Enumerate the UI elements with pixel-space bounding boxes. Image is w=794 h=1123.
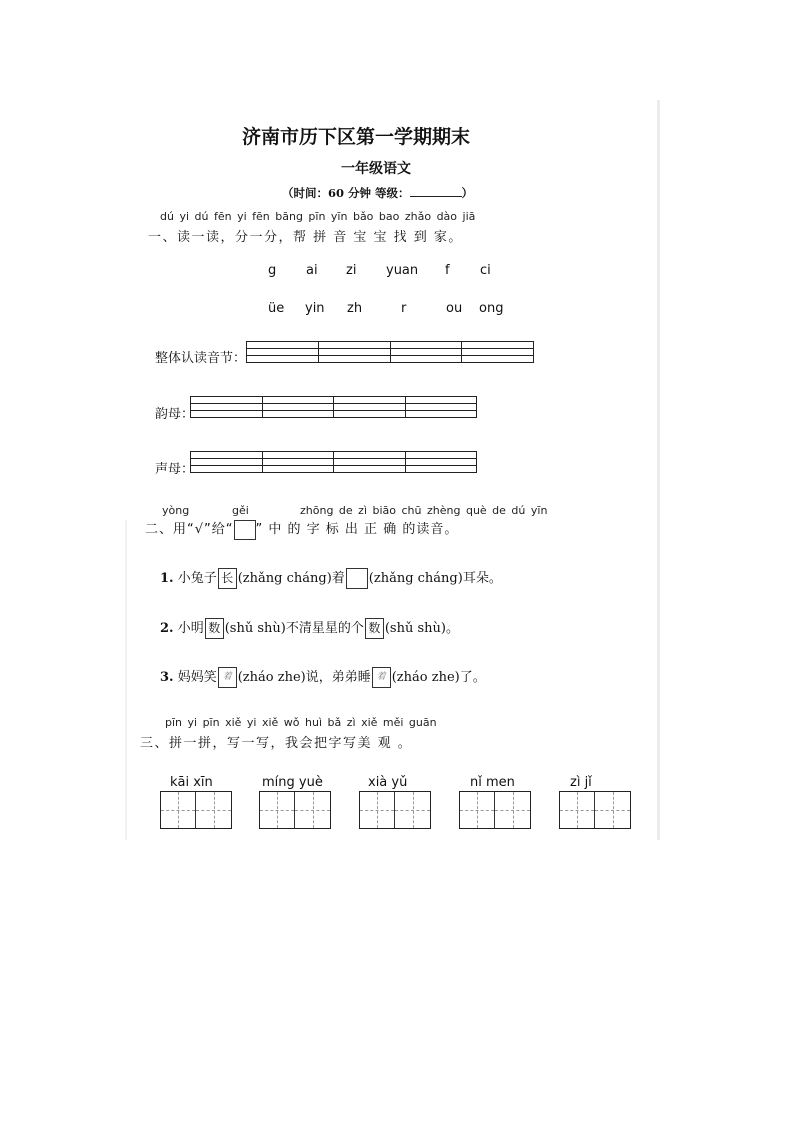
exam-info-end: ） [461,186,474,200]
writing-grid[interactable] [160,791,232,829]
q1-instruction: 一、读一读，分一分，帮 拼 音 宝 宝 找 到 家。 [148,230,463,245]
q2-item-1 [160,567,502,589]
scan-edge-left [125,520,127,840]
item-pinyin-choice[interactable]: (zhǎng cháng)着 [237,571,345,586]
grid-cell[interactable] [495,792,530,828]
item-pinyin-choice[interactable]: (zháo zhe)说，弟弟睡 [237,670,371,685]
char-box: 着 [218,667,237,688]
q2-item-2 [160,617,459,639]
grade-blank[interactable] [410,184,462,197]
page-subtitle: 一年级语文 [341,161,411,177]
item-pinyin-choice[interactable]: (shǔ shù)。 [384,621,459,636]
q2-pinyin-yong: yòng [162,504,190,517]
syllable-item: zi [346,263,357,278]
word-pinyin: míng yuè [262,775,323,790]
syllable-item: ci [480,263,491,278]
page-title: 济南市历下区第一学期期末 [242,126,471,148]
char-box: 数 [205,618,224,639]
char-box: 长 [218,568,237,589]
q2-instruction [145,518,458,540]
check-mark: √ [194,522,205,537]
grid-cell[interactable] [595,792,630,828]
syllable-item: zh [347,301,363,316]
syllable-item: yuan [386,263,419,278]
char-box: 数 [365,618,384,639]
writing-grid[interactable] [459,791,531,829]
grid-cell[interactable] [360,792,395,828]
word-pinyin: xià yǔ [368,775,408,790]
writing-grid[interactable] [259,791,331,829]
item-text: 小明 [177,621,204,636]
exam-info-text: （时间：60 分钟 等级： [282,186,410,200]
initial-label: 声母： [155,462,195,477]
final-answer-grid[interactable] [190,396,477,418]
initial-answer-grid[interactable] [190,451,477,473]
item-pinyin-choice[interactable]: (zhǎng cháng)耳朵。 [368,571,502,586]
grid-cell[interactable] [196,792,231,828]
grid-cell[interactable] [395,792,430,828]
scan-edge [657,100,660,840]
word-pinyin: kāi xīn [170,775,213,790]
q2-text-c: ” 中 的 字 标 出 正 确 的读音。 [255,522,459,537]
syllable-item: ong [479,301,504,316]
q3-instruction: 三、拼一拼，写一写，我会把字写美 观 。 [140,736,413,751]
item-pinyin-choice[interactable]: (shǔ shù)不清星星的个 [224,621,364,636]
q2-pinyin-gei: gěi [232,504,249,517]
char-box-empty [346,568,368,589]
writing-grid[interactable] [359,791,431,829]
word-pinyin: zì jǐ [570,775,592,790]
q3-pinyin: pīn yi pīn xiě yi xiě wǒ huì bǎ zì xiě měi guān [165,716,437,729]
item-text: 小兔子 [177,571,217,586]
syllable-item: f [445,263,450,278]
whole-syllable-label: 整体认读音节： [155,351,247,366]
syllable-item: ai [306,263,318,278]
syllable-item: ou [446,301,463,316]
writing-grid[interactable] [559,791,631,829]
item-number: 3. [160,670,174,685]
grid-cell[interactable] [560,792,595,828]
syllable-item: üe [268,301,285,316]
char-box: 着 [372,667,391,688]
item-number: 1. [160,571,174,586]
syllable-item: g [268,263,277,278]
exam-info [282,184,473,201]
q2-text-a: 二、用“ [145,522,195,537]
grid-cell[interactable] [260,792,295,828]
empty-box-icon [234,520,256,540]
q2-item-3 [160,666,486,688]
item-text: 妈妈笑 [177,670,217,685]
grid-cell[interactable] [460,792,495,828]
q2-text-b: ”给“ [204,522,234,537]
item-pinyin-choice[interactable]: (zháo zhe)了。 [391,670,486,685]
grid-cell[interactable] [295,792,330,828]
item-number: 2. [160,621,174,636]
q2-pinyin-rest: zhōng de zì biāo chū zhèng què de dú yīn [300,504,548,517]
q1-pinyin: dú yi dú fēn yi fēn bāng pīn yīn bǎo bao zhǎo dào jiā [160,210,476,223]
whole-syllable-answer-grid[interactable] [246,341,534,363]
final-label: 韵母： [155,407,195,422]
syllable-item: r [401,301,407,316]
syllable-item: yin [305,301,325,316]
word-pinyin: nǐ men [470,775,515,790]
grid-cell[interactable] [161,792,196,828]
